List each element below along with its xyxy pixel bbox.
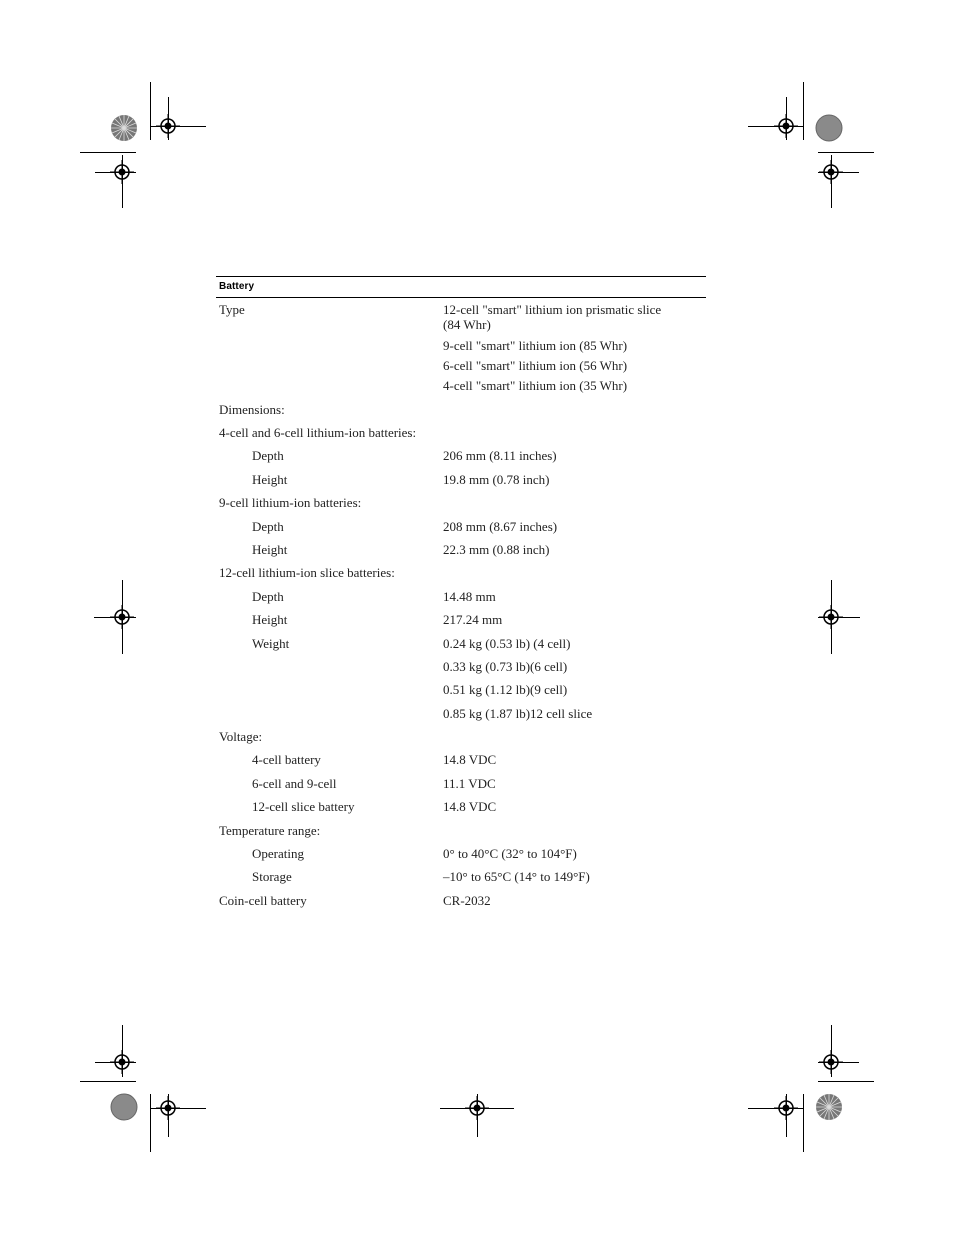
crop-line	[818, 152, 874, 153]
registration-target-icon	[774, 1096, 798, 1120]
starburst-target-icon	[815, 1093, 843, 1121]
table-row-label: Operating	[252, 846, 304, 861]
table-row-value: 217.24 mm	[443, 612, 503, 627]
registration-target-icon	[465, 1096, 489, 1120]
table-row-value: 208 mm (8.67 inches)	[443, 519, 558, 534]
table-row-label: Height	[252, 542, 288, 557]
table-row-value: 4-cell "smart" lithium ion (35 Whr)	[443, 378, 628, 393]
crop-line	[150, 82, 151, 140]
table-row-label: Depth	[252, 448, 284, 463]
table-row-value: 22.3 mm (0.88 inch)	[443, 542, 550, 557]
table-row-value: CR-2032	[443, 893, 491, 908]
table-row-value: 9-cell "smart" lithium ion (85 Whr)	[443, 338, 628, 353]
gray-target-icon	[110, 1093, 138, 1121]
table-row-value: 19.8 mm (0.78 inch)	[443, 472, 550, 487]
crop-line	[80, 1081, 136, 1082]
table-row-value: (84 Whr)	[443, 317, 491, 332]
table-row-label: Depth	[252, 519, 284, 534]
table-row-value: 14.8 VDC	[443, 799, 497, 814]
crop-line	[150, 1094, 151, 1152]
registration-target-icon	[156, 114, 180, 138]
table-row-value: 0.33 kg (0.73 lb)(6 cell)	[443, 659, 568, 674]
table-row-label: 6-cell and 9-cell	[252, 776, 337, 791]
table-row-value: 0.24 kg (0.53 lb) (4 cell)	[443, 636, 571, 651]
table-header-rule	[216, 297, 706, 298]
registration-target-icon	[819, 605, 843, 629]
table-row-value: –10° to 65°C (14° to 149°F)	[443, 869, 590, 884]
crop-line	[818, 1081, 874, 1082]
gray-target-icon	[815, 114, 843, 142]
table-row-value: 11.1 VDC	[443, 776, 496, 791]
table-row-value: 14.8 VDC	[443, 752, 497, 767]
crop-line	[803, 1094, 804, 1152]
table-row-label: 12-cell slice battery	[252, 799, 355, 814]
registration-target-icon	[774, 114, 798, 138]
table-row-label: Height	[252, 472, 288, 487]
table-row-label: 12-cell lithium-ion slice batteries:	[219, 565, 395, 580]
table-row-value: 12-cell "smart" lithium ion prismatic slice	[443, 302, 662, 317]
table-row-label: Temperature range:	[219, 823, 321, 838]
table-row-value: 0.51 kg (1.12 lb)(9 cell)	[443, 682, 568, 697]
table-row-label: 9-cell lithium-ion batteries:	[219, 495, 362, 510]
table-row-label: Weight	[252, 636, 290, 651]
table-row-label: 4-cell and 6-cell lithium-ion batteries:	[219, 425, 417, 440]
table-row-value: 0° to 40°C (32° to 104°F)	[443, 846, 577, 861]
table-row-label: Storage	[252, 869, 292, 884]
registration-target-icon	[110, 605, 134, 629]
starburst-target-icon	[110, 114, 138, 142]
table-row-label: Depth	[252, 589, 284, 604]
registration-target-icon	[819, 160, 843, 184]
crop-line	[80, 152, 136, 153]
registration-target-icon	[819, 1050, 843, 1074]
table-row-value: 206 mm (8.11 inches)	[443, 448, 557, 463]
registration-target-icon	[110, 1050, 134, 1074]
crop-line	[803, 82, 804, 140]
table-row-label: Voltage:	[219, 729, 263, 744]
table-row-label: 4-cell battery	[252, 752, 321, 767]
registration-target-icon	[110, 160, 134, 184]
table-header: Battery	[219, 281, 255, 292]
registration-target-icon	[156, 1096, 180, 1120]
table-row-label: Type	[219, 302, 245, 317]
table-row-label: Height	[252, 612, 288, 627]
table-row-value: 14.48 mm	[443, 589, 496, 604]
table-top-rule	[216, 276, 706, 277]
table-row-value: 0.85 kg (1.87 lb)12 cell slice	[443, 706, 593, 721]
table-row-value: 6-cell "smart" lithium ion (56 Whr)	[443, 358, 628, 373]
table-row-label: Dimensions:	[219, 402, 285, 417]
table-row-label: Coin-cell battery	[219, 893, 307, 908]
